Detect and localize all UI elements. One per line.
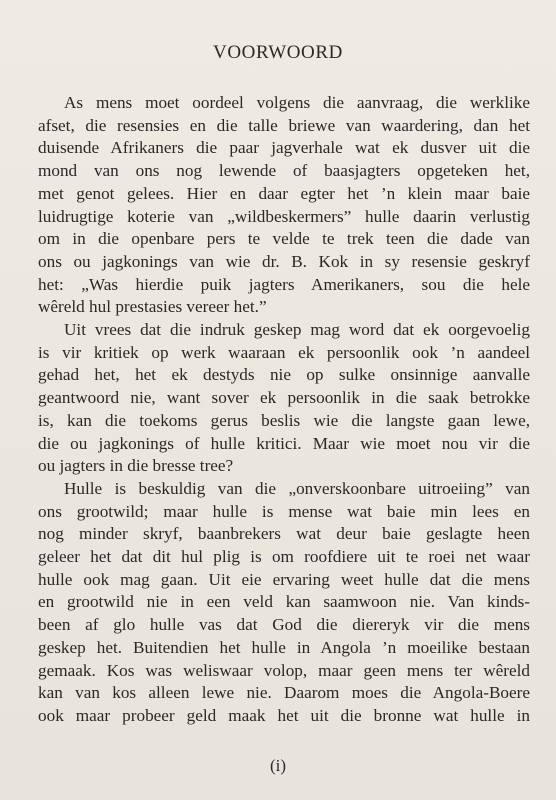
text-line: geleer het dat dit hul plig is om roofdiere uit te roei net waar	[38, 547, 530, 567]
text-line: is, kan die toekoms gerus beslis wie die langste gaan lewe,	[38, 410, 530, 430]
text-line: ons ou jagkonings van wie dr. B. Kok in sy resensie geskryf	[38, 251, 530, 271]
text-line: wêreld hul prestasies vereer het.”	[38, 297, 267, 317]
text-line: en grootwild nie in een veld kan saamwoon nie. Van kinds-	[38, 592, 530, 612]
text-line: duisende Afrikaners die paar jagverhale wat ek dusver uit die	[38, 138, 530, 158]
text-line: geskep het. Buitendien het hulle in Angola ’n moeilike bestaan	[38, 637, 530, 657]
text-line: nog minder skryf, baanbrekers wat deur baie geslagte heen	[38, 524, 530, 544]
text-line: mond van ons nog lewende of baasjagters opgeteken het,	[38, 161, 530, 181]
text-line: is vir kritiek op werk waaraan ek persoonlik ook ’n aandeel	[38, 342, 530, 362]
text-line: het: „Was hierdie puik jagters Amerikaners, sou die hele	[38, 274, 530, 294]
page-title: VOORWOORD	[213, 42, 343, 63]
text-line: As mens moet oordeel volgens die aanvraag, die werklike	[64, 93, 530, 112]
text-line: ou jagters in die bresse tree?	[38, 456, 234, 476]
paragraph-2	[38, 319, 530, 478]
text-line: ons grootwild; maar hulle is mense wat baie min lees en	[38, 501, 530, 521]
text-line: om in die openbare pers te velde te trek teen die dade van	[38, 229, 530, 249]
text-line: gemaak. Kos was weliswaar volop, maar geen mens ter wêreld	[38, 660, 530, 680]
text-line: Uit vrees dat die indruk geskep mag word dat ek oorgevoelig	[64, 320, 530, 340]
text-line: luidrugtige koterie van „wildbeskermers” hulle daarin verlustig	[38, 206, 530, 226]
text-line: Hulle is beskuldig van die „onverskoonbare uitroeiing” van	[64, 478, 530, 498]
paragraph-3	[38, 478, 530, 728]
text-line: hulle ook mag gaan. Uit eie ervaring weet hulle dat die mens	[38, 569, 530, 589]
text-line: die ou jagkonings of hulle kritici. Maar wie moet nou vir die	[38, 433, 530, 453]
text-line: met genot gelees. Hier en daar egter het ’n klein maar baie	[38, 183, 530, 203]
text-line: geantwoord nie, want sover ek persoonlik in die saak betrokke	[38, 388, 530, 408]
text-line: ook maar probeer geld maak het uit die bronne wat hulle in	[38, 705, 530, 725]
page-number: (i)	[269, 756, 287, 775]
paragraph-1	[38, 92, 530, 319]
text-line: kan van kos alleen lewe nie. Daarom moes die Angola-Boere	[38, 683, 530, 703]
text-line: been af glo hulle vas dat God die diereryk vir die mens	[38, 615, 530, 635]
body-text	[38, 92, 530, 728]
text-line: gehad het, het ek destyds nie op sulke onsinnige aanvalle	[38, 365, 530, 385]
text-line: afset, die resensies en die talle briewe van waardering, dan het	[38, 115, 530, 135]
